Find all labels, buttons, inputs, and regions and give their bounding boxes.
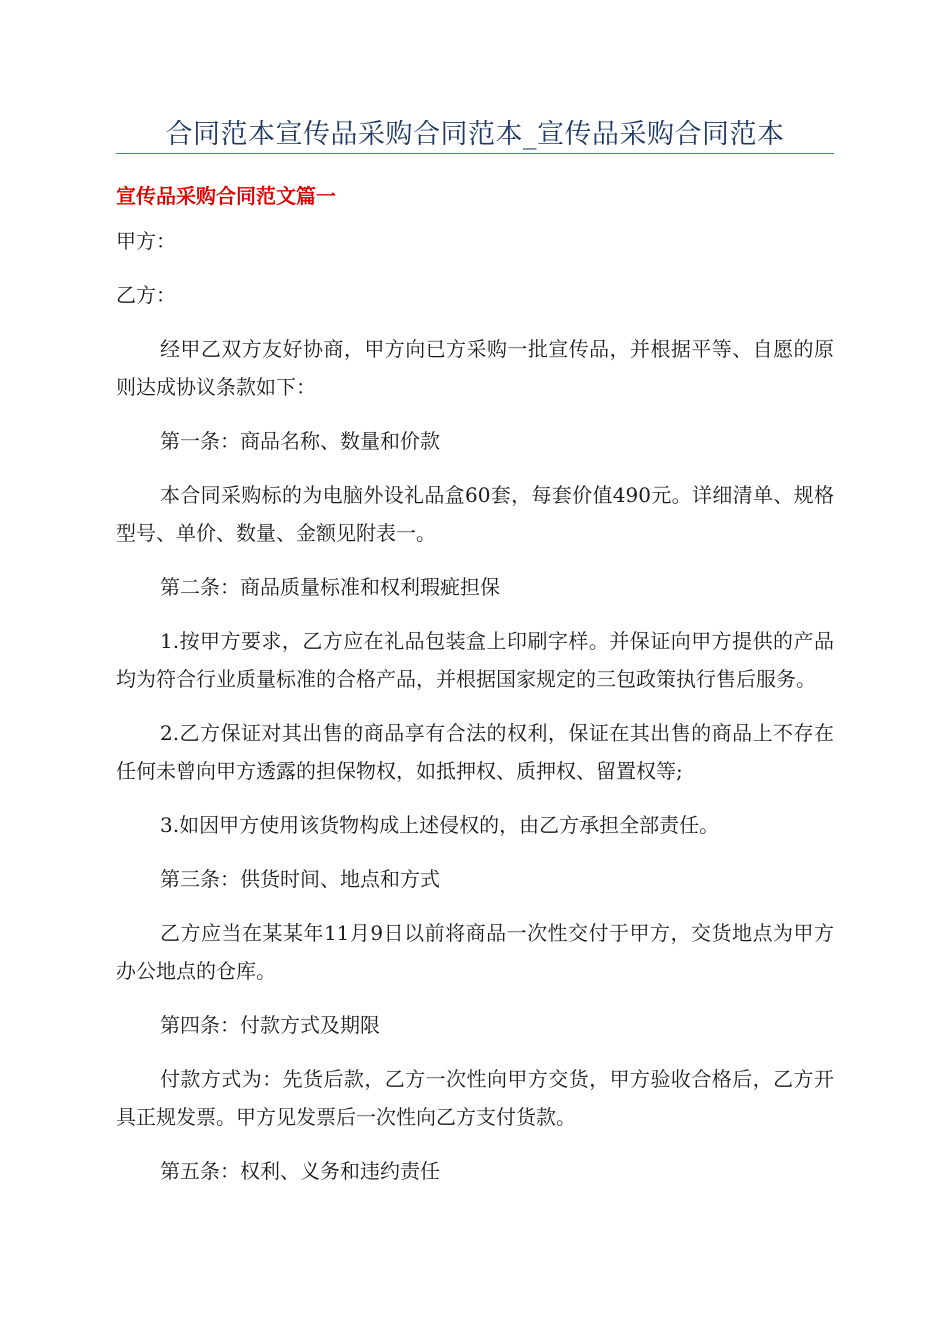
article-1-heading: 第一条：商品名称、数量和价款 bbox=[160, 429, 440, 453]
article-2-heading: 第二条：商品质量标准和权利瑕疵担保 bbox=[160, 575, 500, 599]
article-2-clause-1: 1.按甲方要求，乙方应在礼品包装盒上印刷字样。并保证向甲方提供的产品均为符合行业质量标准的合格产品，并根据国家规定的三包政策执行售后服务。 bbox=[116, 629, 834, 691]
article-2-clause-3: 3.如因甲方使用该货物构成上述侵权的，由乙方承担全部责任。 bbox=[160, 813, 720, 837]
document-body bbox=[116, 222, 834, 1206]
article-1-body: 本合同采购标的为电脑外设礼品盒60套，每套价值490元。详细清单、规格型号、单价、数量、金额见附表一。 bbox=[116, 483, 834, 545]
article-3-heading: 第三条：供货时间、地点和方式 bbox=[160, 867, 440, 891]
article-3-body: 乙方应当在某某年11月9日以前将商品一次性交付于甲方，交货地点为甲方办公地点的仓库。 bbox=[116, 921, 834, 983]
article-4-body: 付款方式为：先货后款，乙方一次性向甲方交货，甲方验收合格后，乙方开具正规发票。甲方见发票后一次性向乙方支付货款。 bbox=[116, 1067, 834, 1129]
party-b-label: 乙方： bbox=[116, 283, 176, 307]
intro-paragraph: 经甲乙双方友好协商，甲方向已方采购一批宣传品，并根据平等、自愿的原则达成协议条款如下： bbox=[116, 337, 834, 399]
article-4-heading: 第四条：付款方式及期限 bbox=[160, 1013, 380, 1037]
article-5-heading: 第五条：权利、义务和违约责任 bbox=[160, 1159, 440, 1183]
article-2-clause-2: 2.乙方保证对其出售的商品享有合法的权利，保证在其出售的商品上不存在任何未曾向甲方透露的担保物权，如抵押权、质押权、留置权等; bbox=[116, 721, 834, 783]
document-title: 合同范本宣传品采购合同范本_宣传品采购合同范本 bbox=[165, 119, 785, 150]
title-underline bbox=[116, 153, 834, 154]
section-heading: 宣传品采购合同范文篇一 bbox=[116, 184, 336, 208]
party-a-label: 甲方： bbox=[116, 229, 176, 253]
